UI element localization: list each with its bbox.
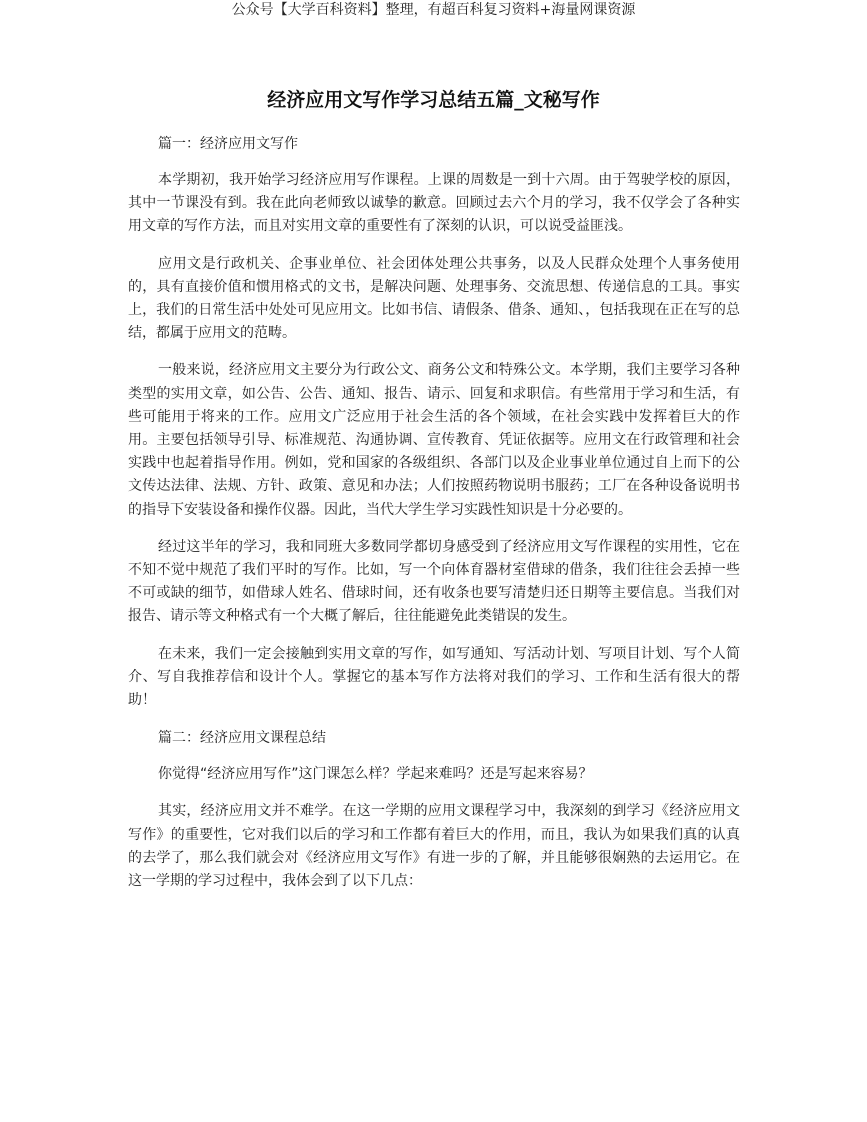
document-title: 经济应用文写作学习总结五篇_文秘写作	[267, 89, 600, 111]
section-heading: 篇一：经济应用文写作	[158, 136, 298, 152]
paragraph: 本学期初，我开始学习经济应用写作课程。上课的周数是一到十六周。由于驾驶学校的原因，其中一节课没有到。我在此向老师致以诚挚的歉意。回顾过去六个月的学习，我不仅学会了各种实用文章的写作方法，而且对实用文章的重要性有了深刻的认识，可以说受益匪浅。	[128, 172, 740, 235]
paragraph: 一般来说，经济应用文主要分为行政公文、商务公文和特殊公文。本学期，我们主要学习各种类型的实用文章，如公告、公告、通知、报告、请示、回复和求职信。有些常用于学习和生活，有些可能用于将来的工作。应用文广泛应用于社会生活的各个领域，在社会实践中发挥着巨大的作用。主要包括领导引导、标准规范、沟通协调、宣传教育、凭证依据等。应用文在行政管理和社会实践中也起着指导作用。例如，党和国家的各级组织、各部门以及企业事业单位通过自上而下的公文传达法律、法规、方针、政策、意见和办法；人们按照药物说明书服药；工厂在各种设备说明书的指导下安装设备和操作仪器。因此，当代大学生学习实践性知识是十分必要的。	[128, 362, 740, 518]
header-note: 公众号【大学百科资料】整理，有超百科复习资料+海量网课资源	[231, 2, 636, 18]
document-body	[128, 132, 740, 907]
section-1	[128, 132, 740, 712]
paragraph: 在未来，我们一定会接触到实用文章的写作，如写通知、写活动计划、写项目计划、写个人简介、写自我推荐信和设计个人。掌握它的基本写作方法将对我们的学习、工作和生活有很大的帮助！	[128, 645, 740, 709]
paragraph: 你觉得“经济应用写作”这门课怎么样？学起来难吗？还是写起来容易？	[158, 766, 593, 783]
paragraph: 应用文是行政机关、企事业单位、社会团体处理公共事务，以及人民群众处理个人事务使用的，具有直接价值和惯用格式的文书，是解决问题、处理事务、交流思想、传递信息的工具。事实上，我们的日常生活中处处可见应用文。比如书信、请假条、借条、通知、，包括我现在正在写的总结，都属于应用文的范畴。	[128, 255, 740, 342]
paragraph: 经过这半年的学习，我和同班大多数同学都切身感受到了经济应用文写作课程的实用性，它在不知不觉中规范了我们平时的写作。比如，写一个向体育器材室借球的借条，我们往往会丢掉一些不可或缺的细节，如借球人姓名、借球时间，还有收条也要写清楚归还日期等主要信息。当我们对报告、请示等文种格式有一个大概了解后，往往能避免此类错误的发生。	[128, 538, 740, 625]
section-heading: 篇二：经济应用文课程总结	[158, 730, 326, 747]
section-2	[128, 726, 740, 893]
paragraph: 其实，经济应用文并不难学。在这一学期的应用文课程学习中，我深刻的到学习《经济应用文写作》的重要性，它对我们以后的学习和工作都有着巨大的作用，而且，我认为如果我们真的认真的去学了，那么我们就会对《经济应用文写作》有进一步的了解，并且能够很娴熟的去运用它。在这一学期的学习过程中，我体会到了以下几点：	[128, 803, 740, 890]
